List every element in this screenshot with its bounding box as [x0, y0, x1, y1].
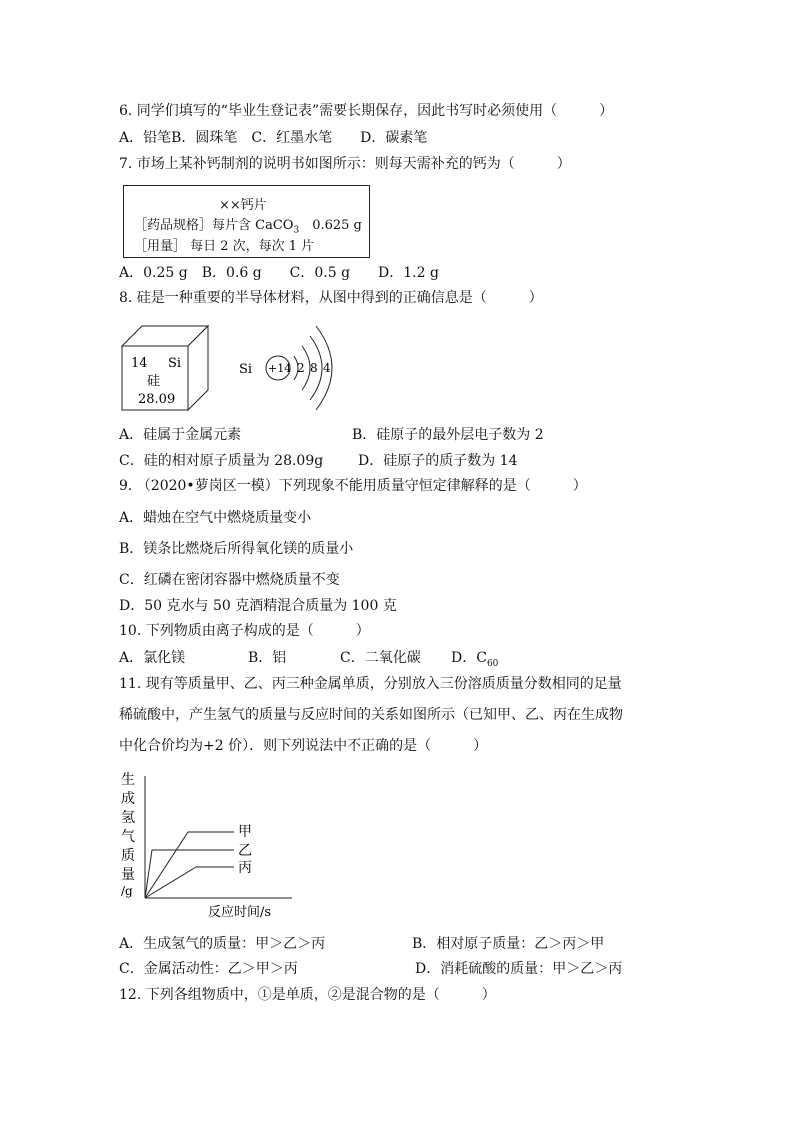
ylabel-char-6: /g [121, 884, 133, 898]
q10-option-a: A．氯化镁 [119, 650, 186, 666]
q11-option-a: A．生成氢气的质量：甲＞乙＞丙 [119, 936, 326, 952]
q9-option-b: B．镁条比燃烧后所得氧化镁的质量小 [119, 541, 354, 557]
series-bing-label: 丙 [238, 860, 252, 876]
element-symbol: Si [168, 356, 182, 371]
silicon-figure [118, 322, 338, 414]
q11-option-c: C．金属活动性：乙＞甲＞丙 [119, 961, 298, 977]
q11-stem-line2: 稀硫酸中，产生氢气的质量与反应时间的关系如图所示（已知甲、乙、丙在生成物 [119, 707, 623, 723]
ylabel-char-5: 量 [121, 867, 135, 883]
ylabel-char-3: 气 [121, 829, 135, 845]
nucleus-charge: +14 [268, 362, 292, 375]
element-number: 14 [131, 356, 148, 371]
q9-stem: 9. （2020•萝岗区一模）下列现象不能用质量守恒定律解释的是（ ） [119, 478, 587, 494]
atom-structure-diagram [239, 326, 332, 410]
shell-3: 4 [323, 361, 331, 375]
q9-option-a: A．蜡烛在空气中燃烧质量变小 [119, 510, 312, 526]
ylabel-char-4: 质 [121, 848, 135, 864]
q8-option-a: A．硅属于金属元素 [119, 427, 242, 443]
q8-option-d: D．硅原子的质子数为 14 [358, 453, 518, 469]
q9-option-d: D．50 克水与 50 克酒精混合质量为 100 克 [119, 598, 397, 614]
x-axis-label: 反应时间/s [208, 905, 272, 920]
series-yi-label: 乙 [238, 843, 252, 859]
shell-2: 8 [310, 361, 318, 375]
series-yi-line [145, 850, 234, 898]
q10-option-c: C．二氧化碳 [340, 650, 421, 666]
series-jia-label: 甲 [238, 824, 252, 840]
ylabel-char-1: 成 [121, 791, 135, 807]
q8-option-b: B．硅原子的最外层电子数为 2 [352, 427, 544, 443]
q11-stem-line1: 11. 现有等质量甲、乙、丙三种金属单质，分别放入三份溶质质量分数相同的足量 [119, 676, 622, 692]
q7-stem: 7. 市场上某补钙制剂的说明书如图所示：则每天需补充的钙为（ ） [119, 156, 571, 172]
atom-symbol: Si [239, 362, 253, 377]
q12-stem: 12. 下列各组物质中，①是单质，②是混合物的是（ ） [119, 987, 496, 1003]
label-usage: ［用量］ 每日 2 次，每次 1 片 [134, 239, 315, 254]
calcium-label-box [123, 185, 370, 258]
label-spec: ［药品规格］每片含 CaCO$_3$ 0.625 g [134, 218, 362, 236]
ylabel-char-0: 生 [121, 772, 135, 788]
q10-stem: 10. 下列物质由离子构成的是（ ） [119, 623, 370, 639]
element-name: 硅 [147, 374, 161, 389]
q11-stem-line3: 中化合价均为+2 价）．则下列说法中不正确的是（ ） [119, 738, 488, 754]
q9-option-c: C．红磷在密闭容器中燃烧质量不变 [119, 572, 340, 588]
q8-option-c: C．硅的相对原子质量为 28.09g [119, 453, 324, 469]
hydrogen-chart [110, 768, 310, 924]
element-cube [122, 326, 208, 410]
ylabel-char-2: 氢 [121, 810, 135, 826]
element-mass: 28.09 [138, 392, 176, 407]
q10-option-d: D．$C_{60}$ [451, 650, 499, 669]
shell-1: 2 [297, 361, 305, 375]
q7-options: A．0.25 g B．0.6 g C．0.5 g D．1.2 g [119, 265, 439, 281]
q11-option-d: D．消耗硫酸的质量：甲＞乙＞丙 [415, 961, 623, 977]
q11-option-b: B．相对原子质量：乙＞丙＞甲 [412, 936, 605, 952]
series-bing-line [145, 867, 234, 898]
y-axis-label [121, 771, 135, 898]
q6-options: A．铅笔B．圆珠笔 C．红墨水笔 D．碳素笔 [119, 130, 428, 146]
series-jia-line [145, 832, 234, 898]
label-title: ××钙片 [219, 198, 267, 213]
q6-stem: 6. 同学们填写的“毕业生登记表”需要长期保存，因此书写时必须使用（ ） [119, 103, 614, 119]
q8-stem: 8. 硅是一种重要的半导体材料，从图中得到的正确信息是（ ） [119, 290, 543, 306]
q10-option-b: B．铝 [248, 650, 287, 666]
